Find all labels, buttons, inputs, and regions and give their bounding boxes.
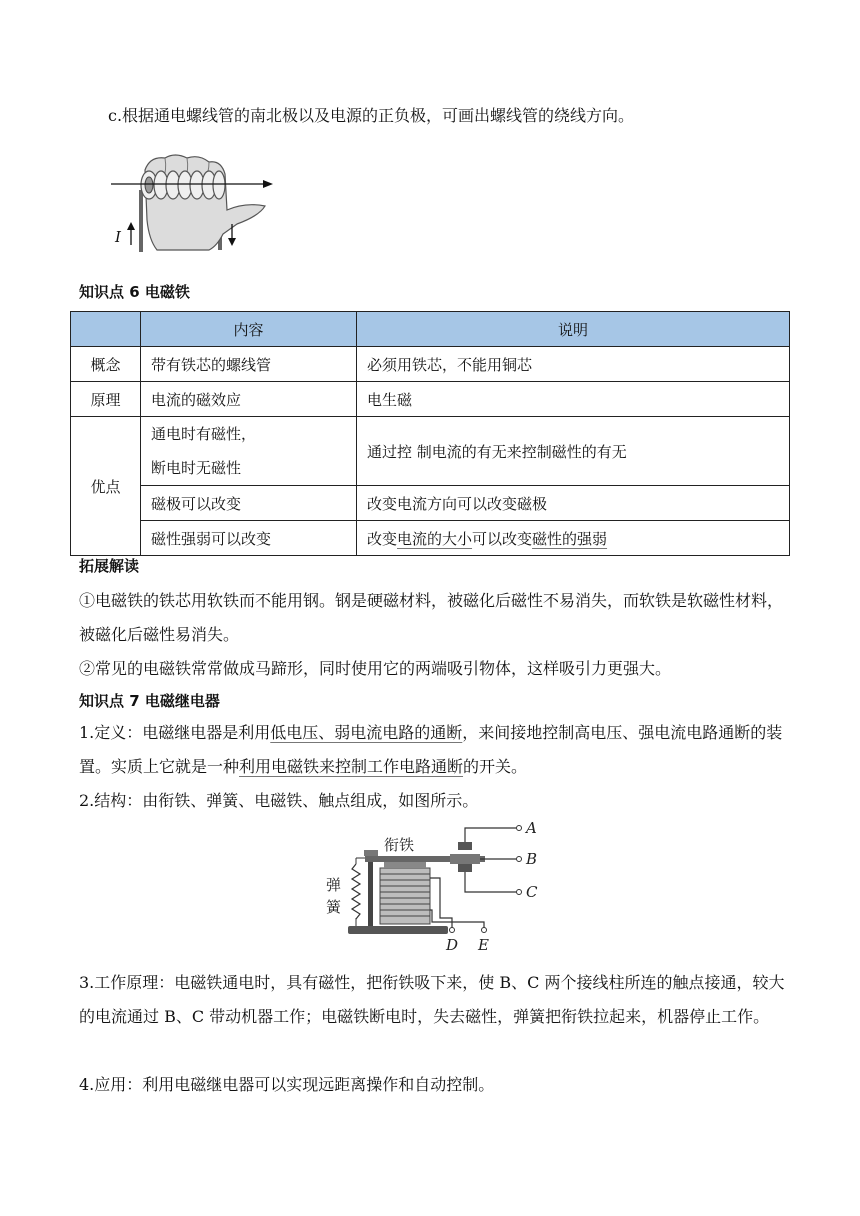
table-row <box>71 347 790 382</box>
content-line: 断电时无磁性 <box>151 459 242 477</box>
row-note: 必须用铁芯，不能用铜芯 <box>357 347 790 382</box>
row-content: 电流的磁效应 <box>141 382 357 417</box>
header-note: 说明 <box>357 312 790 347</box>
note-text: 可以改变 <box>472 529 533 548</box>
definition-paragraph <box>79 716 785 784</box>
application-paragraph: 4.应用：利用电磁继电器可以实现远距离操作和自动控制。 <box>79 1075 495 1094</box>
terminal-a-label: A <box>526 819 537 837</box>
row-label: 原理 <box>71 382 141 417</box>
relay-diagram <box>320 818 550 958</box>
note-underlined: 磁性的强弱 <box>532 529 608 548</box>
content-line: 通电时有磁性， <box>151 425 257 443</box>
header-blank <box>71 312 141 347</box>
section-6-heading: 知识点 6 电磁铁 <box>79 283 190 301</box>
structure-paragraph: 2.结构：由衔铁、弹簧、电磁铁、触点组成，如图所示。 <box>79 791 479 810</box>
row-content: 带有铁芯的螺线管 <box>141 347 357 382</box>
note-underlined: 电流的大小 <box>397 529 473 548</box>
armature-label: 衔铁 <box>384 836 415 854</box>
extension-p1: ①电磁铁的铁芯用软铁而不能用钢。钢是硬磁材料，被磁化后磁性不易消失，而软铁是软磁性材料，被磁化后磁性易消失。 <box>79 591 784 644</box>
terminal-c-label: C <box>526 883 538 901</box>
row-content: 磁性强弱可以改变 <box>141 521 357 556</box>
electromagnet-table <box>70 311 790 556</box>
note-text: 改变 <box>367 529 398 548</box>
row-note: 改变电流方向可以改变磁极 <box>357 486 790 521</box>
row-content: 磁极可以改变 <box>141 486 357 521</box>
spring-label-2: 簧 <box>326 898 342 916</box>
row-note: 电生磁 <box>357 382 790 417</box>
table-header-row <box>71 312 790 347</box>
current-label: I <box>115 228 121 246</box>
spring-label-1: 弹 <box>326 876 342 894</box>
terminal-d-label: D <box>446 936 459 954</box>
def-text: 1.定义：电磁继电器是利用 <box>79 723 271 742</box>
table-row <box>71 417 790 486</box>
extension-p2: ②常见的电磁铁常常做成马蹄形，同时使用它的两端吸引物体，这样吸引力更强大。 <box>79 659 672 678</box>
def-text: 的开关。 <box>463 757 528 776</box>
table-row <box>71 521 790 556</box>
extension-heading: 拓展解读 <box>79 557 140 575</box>
terminal-b-label: B <box>526 850 538 868</box>
row-label: 优点 <box>71 417 141 556</box>
table-row <box>71 486 790 521</box>
header-content: 内容 <box>141 312 357 347</box>
intro-line-c: c.根据通电螺线管的南北极以及电源的正负极，可画出螺线管的绕线方向。 <box>108 106 635 125</box>
row-label: 概念 <box>71 347 141 382</box>
row-content <box>141 417 357 486</box>
right-hand-rule-figure <box>105 150 285 255</box>
section-7-heading: 知识点 7 电磁继电器 <box>79 692 220 710</box>
table-row <box>71 382 790 417</box>
terminal-e-label: E <box>478 936 489 954</box>
def-underlined: 利用电磁铁来控制工作电路通断 <box>239 757 464 776</box>
row-note: 通过控 制电流的有无来控制磁性的有无 <box>357 417 790 486</box>
principle-paragraph: 3.工作原理：电磁铁通电时，具有磁性，把衔铁吸下来，使 B、C 两个接线柱所连的触点接通，较大的电流通过 B、C 带动机器工作；电磁铁断电时，失去磁性，弹簧把衔铁拉起来，机器停止工作。 <box>79 973 785 1026</box>
def-underlined: 低电压、弱电流电路的通断 <box>270 723 463 742</box>
def-text: ，来间接地控制高电压、强电流电路通断的装置。实质上它就是一种 <box>79 723 783 776</box>
row-note <box>357 521 790 556</box>
